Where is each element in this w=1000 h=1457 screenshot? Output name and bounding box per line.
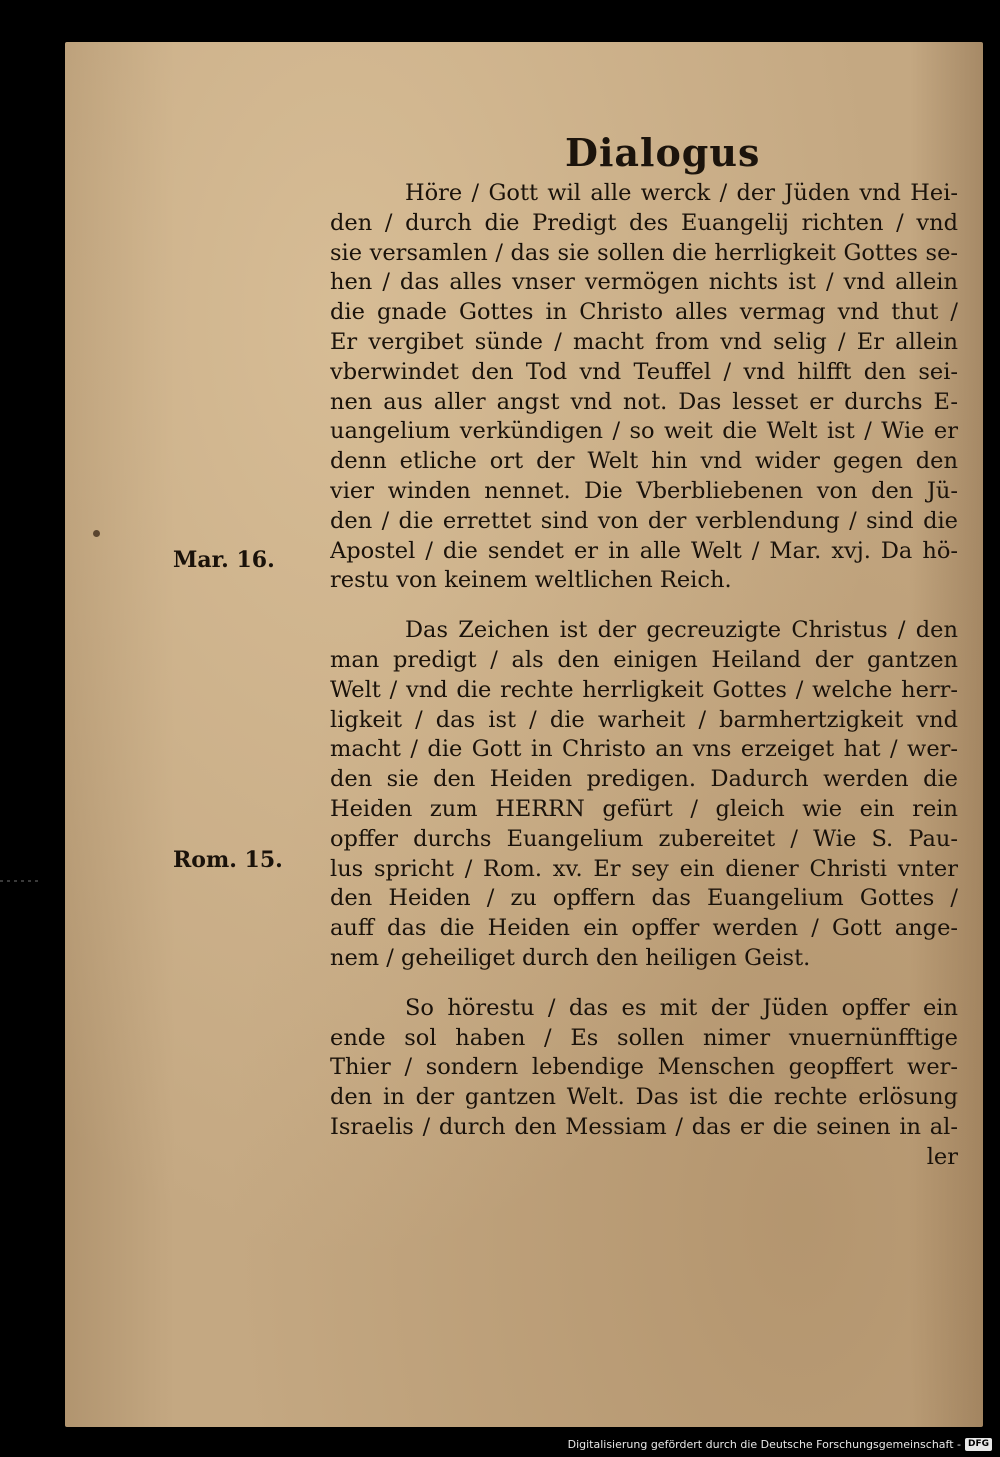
margin-note-mar: Mar. 16. — [173, 547, 275, 573]
digitization-credit — [568, 1438, 992, 1451]
text-line: Das Zeichen ist der gecreuzigte Christus / den — [405, 617, 958, 644]
dfg-logo-icon: DFG — [965, 1438, 992, 1451]
text-line: macht / die Gott in Christo an vns erzeiget hat / wer- — [330, 736, 958, 763]
margin-note-rom: Rom. 15. — [173, 847, 283, 873]
text-line: So hörestu / das es mit der Jüden opffer ein — [405, 994, 958, 1021]
text-line: denn etliche ort der Welt hin vnd wider gegen den — [330, 448, 958, 475]
paragraph-3 — [330, 994, 958, 1173]
text-line: die gnade Gottes in Christo alles vermag vnd thut / — [330, 299, 958, 326]
text-line: Welt / vnd die rechte herrligkeit Gottes / welche herr- — [330, 676, 958, 703]
text-line: ende sol haben / Es sollen nimer vnuernünfftige — [330, 1024, 958, 1051]
text-line: restu von keinem weltlichen Reich. — [330, 567, 732, 594]
text-line: auff das die Heiden ein opffer werden / Gott ange- — [330, 915, 958, 942]
text-line: Höre / Gott wil alle werck / der Jüden vnd Hei- — [405, 180, 958, 206]
text-line: vberwindet den Tod vnd Teuffel / vnd hilfft den sei- — [330, 358, 958, 385]
paragraph-1 — [330, 179, 958, 596]
text-line: Thier / sondern lebendige Menschen geopffert wer- — [330, 1054, 958, 1081]
body-text — [330, 179, 958, 1173]
text-line: uangelium verkündigen / so weit die Welt ist / Wie er — [330, 418, 958, 445]
text-line: sie versamlen / das sie sollen die herrligkeit Gottes se- — [330, 239, 958, 266]
catchword: ler — [926, 1143, 958, 1170]
text-line: Israelis / durch den Messiam / das er die seinen in al- — [330, 1113, 958, 1140]
text-line: lus spricht / Rom. xv. Er sey ein diener Christi vnter — [330, 855, 958, 882]
text-line: den / durch die Predigt des Euangelij richten / vnd — [330, 209, 958, 236]
text-line: den in der gantzen Welt. Das ist die rechte erlösung — [330, 1084, 958, 1111]
text-line: den Heiden / zu opffern das Euangelium Gottes / — [330, 885, 958, 912]
text-line: den sie den Heiden predigen. Dadurch werden die — [330, 766, 958, 793]
paragraph-2 — [330, 616, 958, 974]
text-line: Heiden zum HERRN gefürt / gleich wie ein rein — [330, 795, 958, 822]
text-line: opffer durchs Euangelium zubereitet / Wie S. Pau- — [330, 825, 958, 852]
text-line: man predigt / als den einigen Heiland der gantzen — [330, 646, 958, 673]
text-line: den / die errettet sind von der verblendung / sind die — [330, 507, 958, 534]
credit-text: Digitalisierung gefördert durch die Deutsche Forschungsgemeinschaft - — [567, 1438, 961, 1451]
page-heading: Dialogus — [565, 130, 761, 175]
paper-stain — [93, 530, 100, 537]
text-line: vier winden nennet. Die Vberbliebenen von den Jü- — [330, 477, 958, 504]
text-line: nen aus aller angst vnd not. Das lesset er durchs E- — [330, 388, 958, 415]
text-line: nem / geheiliget durch den heiligen Geist. — [330, 944, 811, 971]
text-line: hen / das alles vnser vermögen nichts ist / vnd allein — [330, 269, 958, 296]
text-line: Apostel / die sendet er in alle Welt / Mar. xvj. Da hö- — [330, 537, 958, 564]
book-page — [65, 42, 983, 1427]
text-line: Er vergibet sünde / macht from vnd selig / Er allein — [330, 328, 958, 355]
text-line: ligkeit / das ist / die warheit / barmhertzigkeit vnd — [330, 706, 958, 733]
scan-edge-marks — [0, 880, 40, 882]
